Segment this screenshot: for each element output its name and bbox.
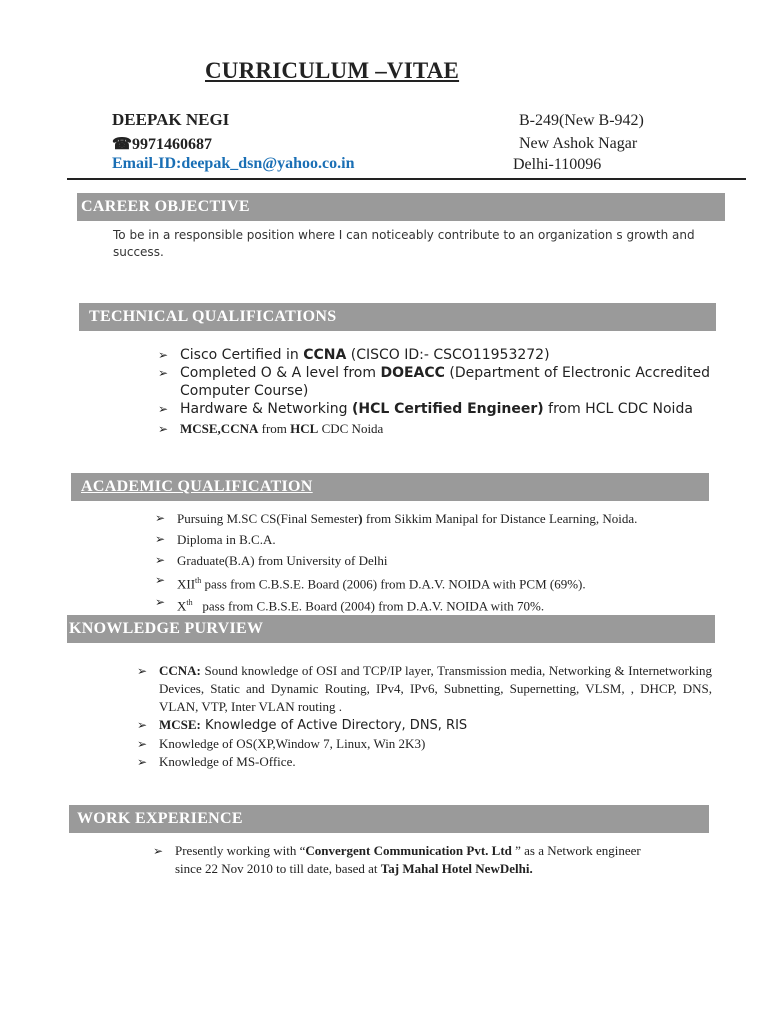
list-item: ➢ CCNA: Sound knowledge of OSI and TCP/IP layer, Transmission media, Networking & Internetworking Devices, Static and Dynamic Routing, IPv4, IPv6, Subnetting, Supernetting, VLSM, , DHCP, DNS, VLAN, VTP, Inter VLAN routing . (137, 663, 712, 714)
phone-line (112, 134, 212, 154)
career-objective-text: To be in a responsible position where I can noticeably contribute to an organization s growth and success. (113, 228, 695, 259)
bullet-arrow-icon: ➢ (158, 366, 169, 380)
academic-qualification-heading: ACADEMIC QUALIFICATION (71, 473, 709, 501)
academic-qualification-list (155, 508, 720, 616)
bullet-arrow-icon: ➢ (137, 737, 148, 751)
bullet-arrow-icon: ➢ (158, 348, 169, 362)
phone-icon: ☎ (112, 136, 132, 153)
list-item: ➢ MCSE: Knowledge of Active Directory, DNS, RIS (137, 717, 468, 733)
email-line[interactable]: Email-ID:deepak_dsn@yahoo.co.in (112, 155, 355, 172)
technical-qualifications-heading: TECHNICAL QUALIFICATIONS (79, 303, 716, 331)
list-item: ➢ Cisco Certified in CCNA (CISCO ID:- CSCO11953272) (158, 347, 550, 363)
bullet-arrow-icon: ➢ (155, 573, 166, 587)
list-item: ➢ Graduate(B.A) from University of Delhi (155, 550, 720, 571)
bullet-arrow-icon: ➢ (158, 422, 169, 436)
list-item: ➢ XIIth pass from C.B.S.E. Board (2006) from D.A.V. NOIDA with PCM (69%). (155, 573, 586, 592)
technical-qualifications-list (158, 346, 713, 438)
list-item: ➢ Xth pass from C.B.S.E. Board (2004) from D.A.V. NOIDA with 70%. (155, 595, 545, 614)
list-item: ➢ Hardware & Networking (HCL Certified Engineer) from HCL CDC Noida (158, 401, 693, 417)
bullet-arrow-icon: ➢ (153, 844, 164, 858)
list-item: ➢ Completed O & A level from DOEACC (Department of Electronic Accredited Computer Course) (158, 365, 710, 399)
bullet-arrow-icon: ➢ (137, 718, 148, 732)
bullet-arrow-icon: ➢ (137, 664, 148, 678)
list-item: ➢ MCSE,CCNA from HCL CDC Noida (158, 421, 384, 436)
phone-number[interactable]: 9971460687 (131, 136, 212, 153)
address-line-3: Delhi-110096 (513, 156, 602, 173)
header-divider (67, 178, 746, 180)
bullet-arrow-icon: ➢ (155, 553, 166, 567)
list-item: ➢ Diploma in B.C.A. (155, 529, 720, 550)
candidate-name: DEEPAK NEGI (112, 110, 230, 129)
list-item: ➢ Knowledge of MS-Office. (137, 754, 296, 769)
page-title: CURRICULUM –VITAE (205, 58, 460, 83)
list-item: ➢ Pursuing M.SC CS(Final Semester) from Sikkim Manipal for Distance Learning, Noida. (155, 508, 720, 529)
list-item: ➢ Knowledge of OS(XP,Window 7, Linux, Win 2K3) (137, 736, 426, 751)
bullet-arrow-icon: ➢ (155, 511, 166, 525)
bullet-arrow-icon: ➢ (155, 532, 166, 546)
list-item: ➢ Presently working with “Convergent Communication Pvt. Ltd ” as a Network engineer since 22 Nov 2010 to till date, based at Taj Mahal Hotel NewDelhi. (153, 843, 641, 876)
knowledge-purview-heading: KNOWLEDGE PURVIEW (67, 615, 715, 643)
bullet-arrow-icon: ➢ (137, 755, 148, 769)
work-experience-heading: WORK EXPERIENCE (69, 805, 709, 833)
knowledge-purview-list (137, 662, 712, 771)
bullet-arrow-icon: ➢ (158, 402, 169, 416)
address-line-1: B-249(New B-942) (519, 112, 644, 129)
work-experience-list (153, 842, 663, 878)
career-objective-heading: CAREER OBJECTIVE (77, 193, 725, 221)
bullet-arrow-icon: ➢ (155, 595, 166, 610)
address-line-2: New Ashok Nagar (519, 135, 638, 152)
